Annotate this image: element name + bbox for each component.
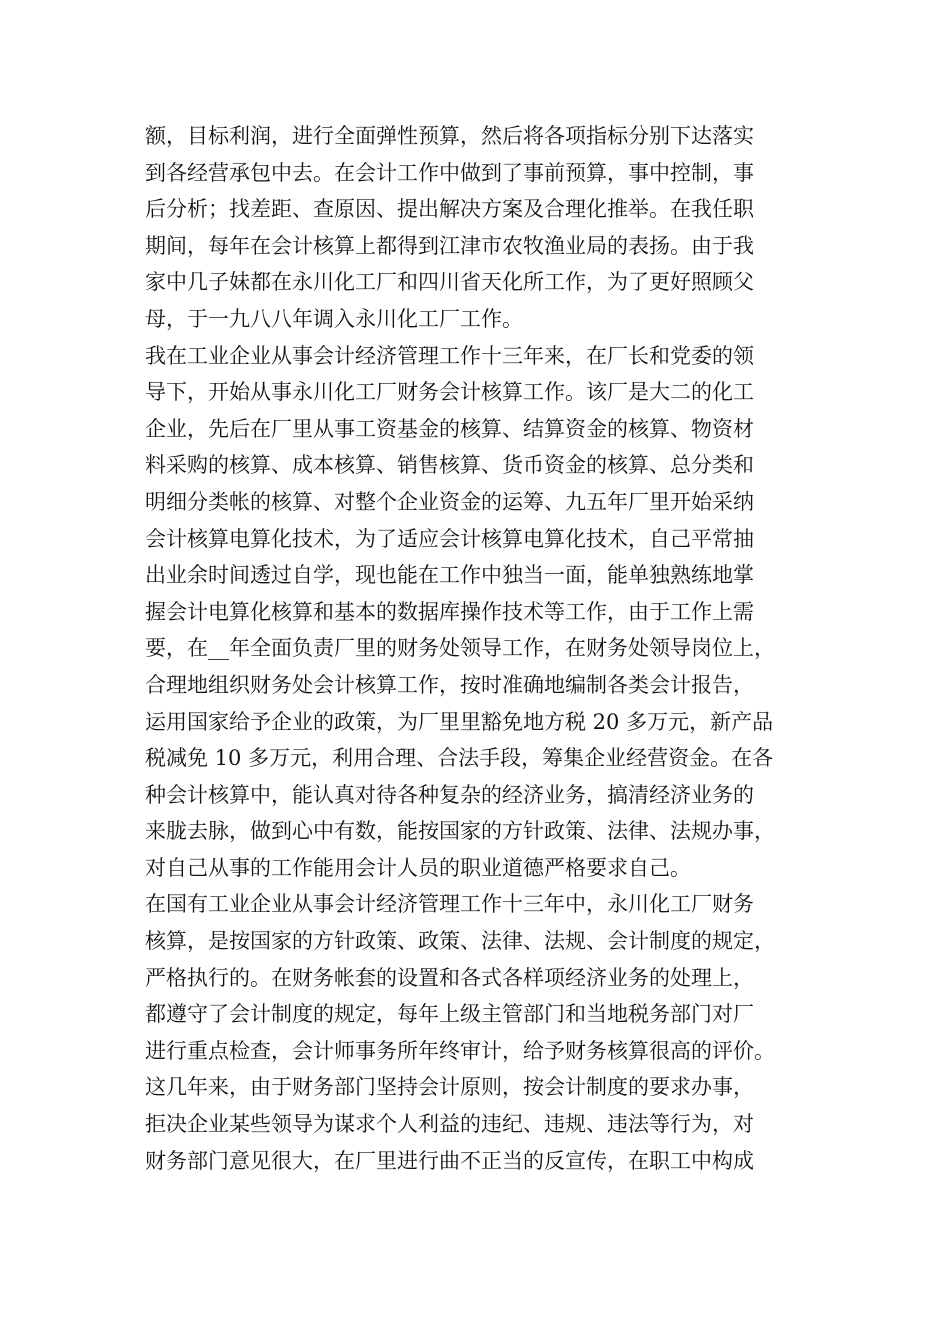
text-line: 对自己从事的工作能用会计人员的职业道德严格要求自己。: [145, 855, 691, 880]
text-line: 财务部门意见很大，在厂里进行曲不正当的反宣传，在职工中构成: [145, 1148, 754, 1173]
text-line: 运用国家给予企业的政策，为厂里里豁免地方税 20 多万元，新产品: [145, 709, 774, 734]
text-line: 导下，开始从事永川化工厂财务会计核算工作。该厂是大二的化工: [145, 380, 754, 405]
text-line: 家中几子妹都在永川化工厂和四川省天化所工作，为了更好照顾父: [145, 270, 754, 295]
text-line: 会计核算电算化技术，为了适应会计核算电算化技术，自己平常抽: [145, 526, 754, 551]
text-line: 握会计电算化核算和基本的数据库操作技术等工作，由于工作上需: [145, 599, 754, 624]
text-line: 在国有工业企业从事会计经济管理工作十三年中，永川化工厂财务: [145, 892, 754, 917]
text-line: 合理地组织财务处会计核算工作，按时准确地编制各类会计报告，: [145, 672, 754, 697]
text-line: 出业余时间透过自学，现也能在工作中独当一面，能单独熟练地掌: [145, 563, 754, 588]
text-line: 种会计核算中，能认真对待各种复杂的经济业务，搞清经济业务的: [145, 782, 754, 807]
text-line: 来胧去脉，做到心中有数，能按国家的方针政策、法律、法规办事，: [145, 819, 775, 844]
text-line: 税减免 10 多万元，利用合理、合法手段，筹集企业经营资金。在各: [145, 746, 774, 771]
text-line: 明细分类帐的核算、对整个企业资金的运筹、九五年厂里开始采纳: [145, 489, 754, 514]
text-line: 后分析；找差距、查原因、提出解决方案及合理化推举。在我任职: [145, 197, 754, 222]
text-line: 进行重点检查，会计师事务所年终审计，给予财务核算很高的评价。: [145, 1038, 775, 1063]
text-line: 我在工业企业从事会计经济管理工作十三年来，在厂长和党委的领: [145, 343, 754, 368]
text-line: 企业，先后在厂里从事工资基金的核算、结算资金的核算、物资材: [145, 416, 754, 441]
document-body: [145, 118, 825, 1179]
text-line: 到各经营承包中去。在会计工作中做到了事前预算，事中控制，事: [145, 160, 754, 185]
text-line: 要，在__年全面负责厂里的财务处领导工作，在财务处领导岗位上，: [145, 636, 775, 661]
text-line: 母，于一九八八年调入永川化工厂工作。: [145, 306, 523, 331]
text-line: 核算，是按国家的方针政策、政策、法律、法规、会计制度的规定，: [145, 929, 775, 954]
text-line: 都遵守了会计制度的规定，每年上级主管部门和当地税务部门对厂: [145, 1002, 754, 1027]
text-line: 料采购的核算、成本核算、销售核算、货币资金的核算、总分类和: [145, 453, 754, 478]
text-line: 拒决企业某些领导为谋求个人利益的违纪、违规、违法等行为，对: [145, 1112, 754, 1137]
text-line: 这几年来，由于财务部门坚持会计原则，按会计制度的要求办事，: [145, 1075, 754, 1100]
text-line: 严格执行的。在财务帐套的设置和各式各样项经济业务的处理上，: [145, 965, 754, 990]
text-line: 期间，每年在会计核算上都得到江津市农牧渔业局的表扬。由于我: [145, 233, 754, 258]
text-line: 额，目标利润，进行全面弹性预算，然后将各项指标分别下达落实: [145, 124, 754, 148]
